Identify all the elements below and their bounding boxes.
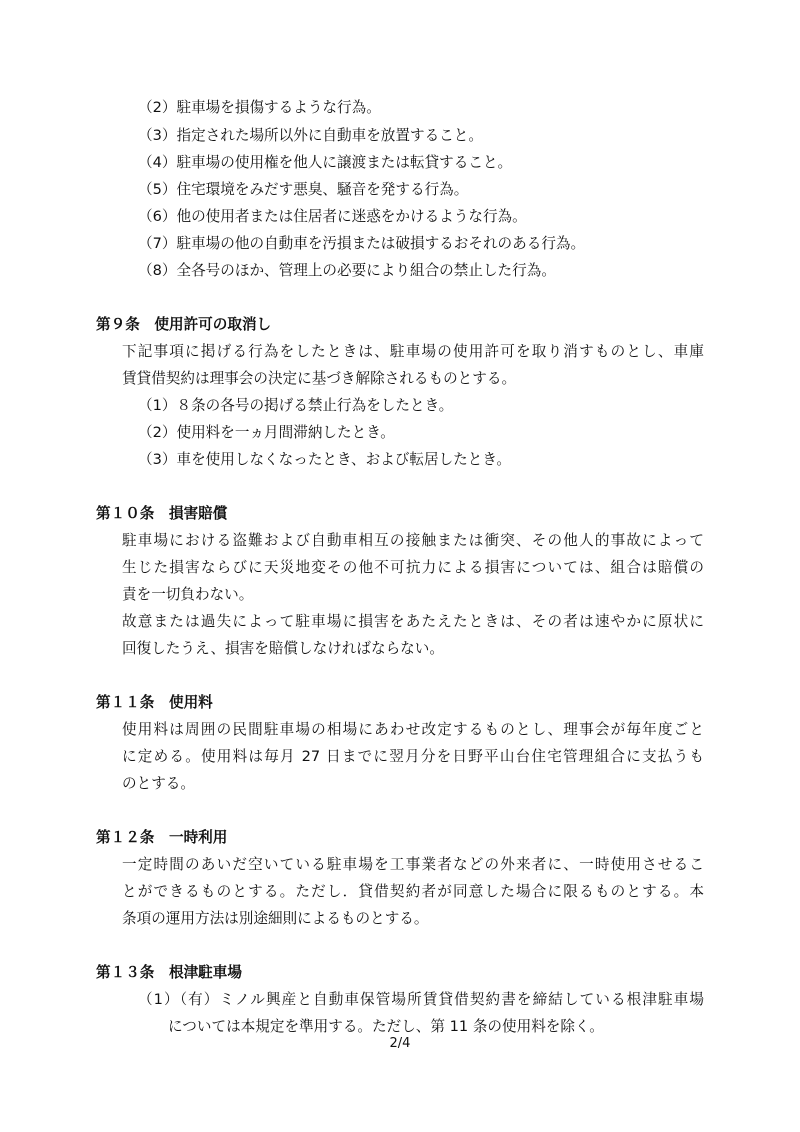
list-item: （7）駐車場の他の自動車を汚損または破損するおそれのある行為。 — [138, 235, 586, 252]
article-13-heading: 第１３条 根津駐車場 — [96, 964, 242, 981]
list-item: （1）８条の各号の掲げる禁止行為をしたとき。 — [138, 397, 454, 414]
list-item: （6）他の使用者または住居者に迷惑をかけるような行為。 — [138, 208, 527, 225]
article-9-body-line: 下記事項に掲げる行為をしたときは、駐車場の使用許可を取り消すものとし、車庫 — [122, 343, 704, 360]
article-13-body-line: （1）（有）ミノル興産と自動車保管場所賃貸借契約書を締結している根津駐車場 — [138, 991, 704, 1008]
article-10-body-line: 駐車場における盗難および自動車相互の接触または衝突、その他人的事故によって — [122, 532, 704, 549]
article-10-body-line: 回復したうえ、損害を賠償しなければならない。 — [122, 640, 444, 657]
article-9-heading: 第９条 使用許可の取消し — [96, 316, 272, 333]
page-number: 2/4 — [389, 1036, 411, 1051]
article-11-body-line: のとする。 — [122, 775, 195, 792]
list-item: （4）駐車場の使用権を他人に譲渡または転貸すること。 — [138, 154, 513, 171]
article-9-body-line: 賃貸借契約は理事会の決定に基づき解除されるものとする。 — [122, 370, 517, 387]
article-11-body-line: に定める。使用料は毎月 27 日までに翌月分を日野平山台住宅管理組合に支払うも — [122, 748, 704, 765]
article-11-heading: 第１１条 使用料 — [96, 694, 213, 711]
article-12-heading: 第１２条 一時利用 — [96, 829, 228, 846]
article-11-body-line: 使用料は周囲の民間駐車場の相場にあわせ改定するものとし、理事会が毎年度ごと — [122, 721, 704, 738]
article-10-heading: 第１０条 損害賠償 — [96, 505, 228, 522]
article-10-body-line: 生じた損害ならびに天災地変その他不可抗力による損害については、組合は賠償の — [122, 559, 704, 576]
list-item: （2）駐車場を損傷するような行為。 — [138, 99, 381, 116]
article-10-body-line: 故意または過失によって駐車場に損害をあたえたときは、その者は速やかに原状に — [122, 613, 704, 630]
article-12-body-line: とができるものとする。ただし．貸借契約者が同意した場合に限るものとする。本 — [122, 883, 704, 900]
list-item: （2）使用料を一ヵ月間滞納したとき。 — [138, 424, 395, 441]
article-13-body-line: については本規定を準用する。ただし、第 11 条の使用料を除く。 — [168, 1018, 604, 1035]
article-12-body-line: 一定時間のあいだ空いている駐車場を工事業者などの外来者に、一時使用させるこ — [122, 856, 704, 873]
list-item: （8）全各号のほか、管理上の必要により組合の禁止した行為。 — [138, 262, 556, 279]
article-10-body-line: 責を一切負わない。 — [122, 586, 254, 603]
list-item: （5）住宅環境をみだす悪臭、騒音を発する行為。 — [138, 181, 469, 198]
list-item: （3）指定された場所以外に自動車を放置すること。 — [138, 127, 483, 144]
list-item: （3）車を使用しなくなったとき、および転居したとき。 — [138, 451, 511, 468]
article-12-body-line: 条項の運用方法は別途細則によるものとする。 — [122, 910, 429, 927]
